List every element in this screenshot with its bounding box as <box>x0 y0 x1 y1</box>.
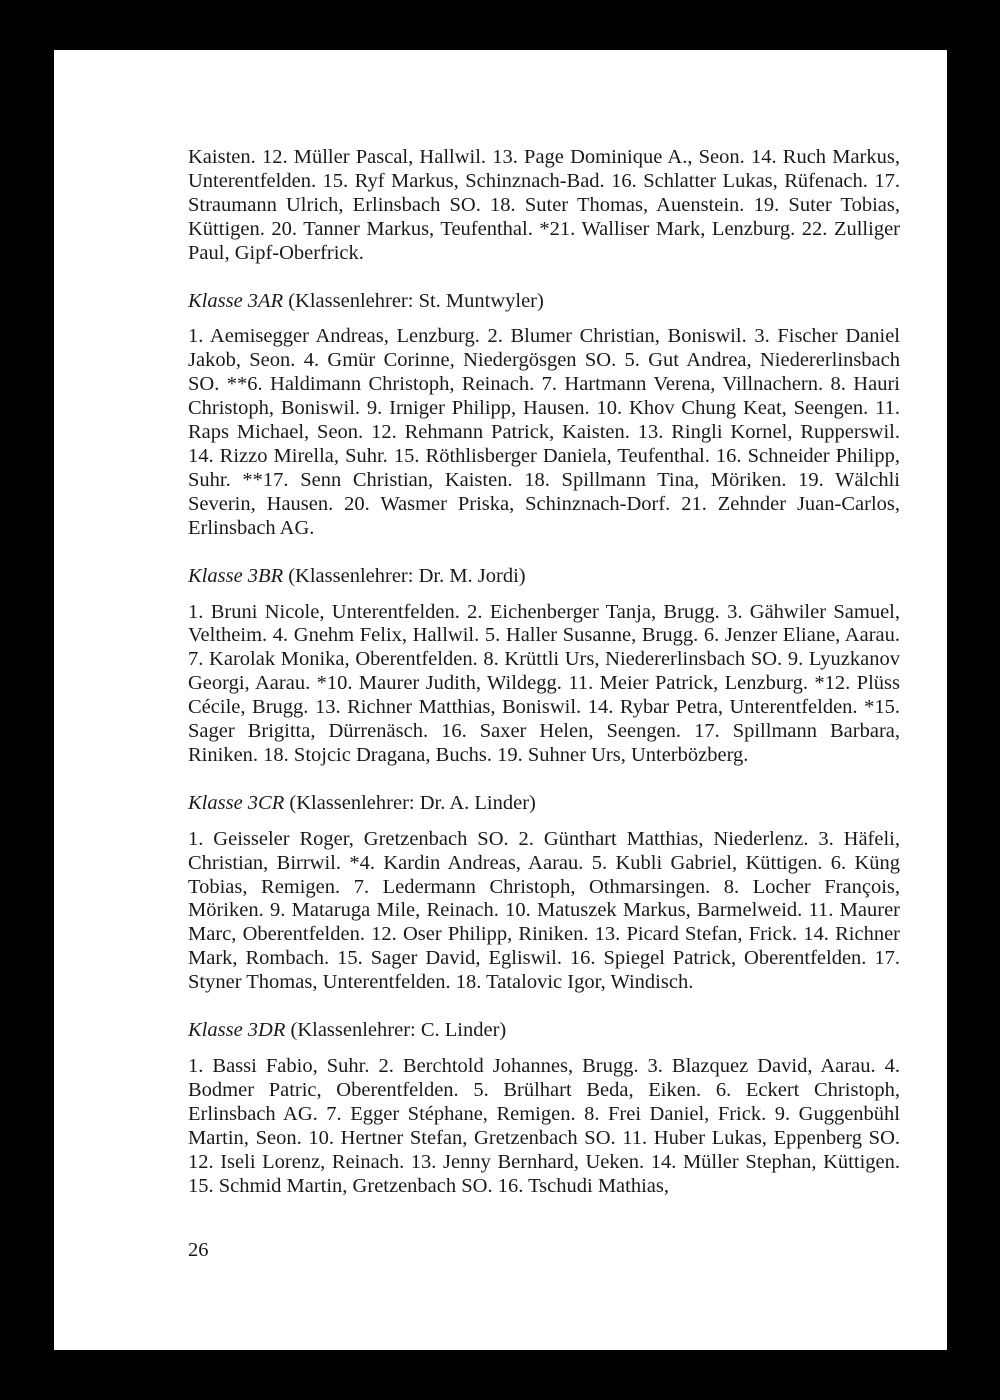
teacher-name: (Klassenlehrer: Dr. A. Linder) <box>289 791 536 814</box>
class-name: Klasse 3CR <box>188 791 285 814</box>
page-content <box>188 146 900 1198</box>
class-section-3cr <box>188 792 900 995</box>
section-heading <box>188 290 900 314</box>
student-list: 1. Aemisegger Andreas, Lenzburg. 2. Blumer Christian, Boniswil. 3. Fischer Daniel Jakob, Seon. 4. Gmür Corinne, Niedergösgen SO. 5. Gut Andrea, Niedererlinsbach SO. **6. Haldimann Christoph, Reinach. 7. Hartmann Verena, Villnachern. 8. Hauri Christoph, Boniswil. 9. Irniger Philipp, Hausen. 10. Khov Chung Keat, Seengen. 11. Raps Michael, Seon. 12. Rehmann Patrick, Kaisten. 13. Ringli Kornel, Rupperswil. 14. Rizzo Mirella, Suhr. 15. Röthlisberger Daniela, Teufenthal. 16. Schneider Philipp, Suhr. **17. Senn Christian, Kaisten. 18. Spillmann Tina, Möriken. 19. Wälchli Severin, Hausen. 20. Wasmer Priska, Schinznach-Dorf. 21. Zehnder Juan-Carlos, Erlinsbach AG. <box>188 325 900 539</box>
student-list: 1. Bassi Fabio, Suhr. 2. Berchtold Johannes, Brugg. 3. Blazquez David, Aarau. 4. Bodmer Patric, Oberentfelden. 5. Brülhart Beda, Eiken. 6. Eckert Christoph, Erlinsbach AG. 7. Egger Stéphane, Remigen. 8. Frei Daniel, Frick. 9. Guggenbühl Martin, Seon. 10. Hertner Stefan, Gretzenbach SO. 11. Huber Lukas, Eppenberg SO. 12. Iseli Lorenz, Reinach. 13. Jenny Bernhard, Ueken. 14. Müller Stephan, Küttigen. 15. Schmid Martin, Gretzenbach SO. 16. Tschudi Mathias, <box>188 1055 900 1197</box>
student-list: 1. Geisseler Roger, Gretzenbach SO. 2. Günthart Matthias, Niederlenz. 3. Häfeli, Christian, Birrwil. *4. Kardin Andreas, Aarau. 5. Kubli Gabriel, Küttigen. 6. Küng Tobias, Remigen. 7. Ledermann Christoph, Othmarsingen. 8. Locher François, Möriken. 9. Mataruga Mile, Reinach. 10. Matuszek Markus, Barmelweid. 11. Maurer Marc, Oberentfelden. 12. Oser Philipp, Riniken. 13. Picard Stefan, Frick. 14. Richner Mark, Rombach. 15. Sager David, Egliswil. 16. Spiegel Patrick, Oberentfelden. 17. Styner Thomas, Unterentfelden. 18. Tatalovic Igor, Windisch. <box>188 827 900 994</box>
class-section-3ar <box>188 290 900 541</box>
class-name: Klasse 3BR <box>188 564 284 587</box>
class-section-3br <box>188 565 900 768</box>
class-section-3dr <box>188 1019 900 1198</box>
section-heading <box>188 1019 900 1043</box>
student-list: 1. Bruni Nicole, Unterentfelden. 2. Eichenberger Tanja, Brugg. 3. Gähwiler Samuel, Veltheim. 4. Gnehm Felix, Hallwil. 5. Haller Susanne, Brugg. 6. Jenzer Eliane, Aarau. 7. Karolak Monika, Oberentfelden. 8. Krüttli Urs, Niedererlinsbach SO. 9. Lyuzkanov Georgi, Aarau. *10. Maurer Judith, Wildegg. 11. Meier Patrick, Lenzburg. *12. Plüss Cécile, Brugg. 13. Richner Matthias, Boniswil. 14. Rybar Petra, Unterentfelden. *15. Sager Brigitta, Dürrenäsch. 16. Saxer Helen, Seengen. 17. Spillmann Barbara, Riniken. 18. Stojcic Dragana, Buchs. 19. Suhner Urs, Unterbözberg. <box>188 600 900 766</box>
teacher-name: (Klassenlehrer: St. Muntwyler) <box>288 289 544 312</box>
section-heading <box>188 792 900 816</box>
section-heading <box>188 565 900 589</box>
teacher-name: (Klassenlehrer: Dr. M. Jordi) <box>288 564 526 587</box>
document-page <box>54 50 947 1350</box>
class-name: Klasse 3DR <box>188 1019 286 1042</box>
class-name: Klasse 3AR <box>188 289 284 312</box>
teacher-name: (Klassenlehrer: C. Linder) <box>290 1019 507 1042</box>
intro-paragraph: Kaisten. 12. Müller Pascal, Hallwil. 13. Page Dominique A., Seon. 14. Ruch Markus, Unterentfelden. 15. Ryf Markus, Schinznach-Bad. 16. Schlatter Lukas, Rüfenach. 17. Straumann Ulrich, Erlinsbach SO. 18. Suter Thomas, Auenstein. 19. Suter Tobias, Küttigen. 20. Tanner Markus, Teufenthal. *21. Walliser Mark, Lenzburg. 22. Zulliger Paul, Gipf-Oberfrick. <box>188 146 900 264</box>
page-number: 26 <box>188 1239 209 1261</box>
